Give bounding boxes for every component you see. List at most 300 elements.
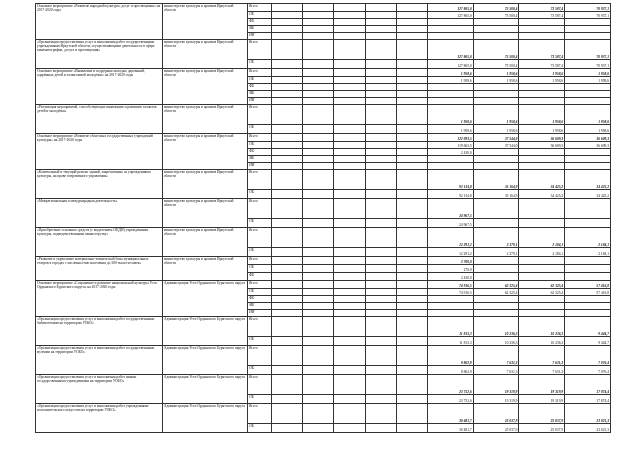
empty-cell xyxy=(303,219,334,228)
empty-cell xyxy=(272,149,303,156)
responsible-org: Администрация Усть-Ордынского Бурятского округа xyxy=(162,404,247,433)
funding-source: ОБ xyxy=(248,125,272,134)
amount-cell: 25 037,9 xyxy=(519,404,565,424)
empty-cell xyxy=(396,310,427,317)
empty-cell xyxy=(396,265,427,273)
empty-cell xyxy=(334,337,365,346)
funding-source: Всего xyxy=(248,4,272,12)
amount-cell: 270,0 xyxy=(427,265,473,273)
empty-cell xyxy=(272,163,303,170)
amount-cell: 75 500,4 xyxy=(473,60,519,69)
amount-cell: 8 862,9 xyxy=(427,346,473,366)
empty-cell xyxy=(365,281,396,289)
amount-cell: 19 319,9 xyxy=(473,395,519,404)
table-row xyxy=(36,134,611,142)
amount-cell: 2 700,0 xyxy=(427,257,473,265)
amount-cell xyxy=(473,84,519,91)
funding-source: ОБ xyxy=(248,424,272,433)
table-row xyxy=(36,404,611,424)
empty-cell xyxy=(303,163,334,170)
empty-cell xyxy=(334,199,365,219)
empty-cell xyxy=(334,77,365,84)
empty-cell xyxy=(396,303,427,310)
empty-cell xyxy=(303,395,334,404)
empty-cell xyxy=(272,77,303,84)
amount-cell xyxy=(519,91,565,98)
event-name: «Развитие и укрепление материально-технической базы муниципальных театров в городах с численностью населения до 300 тысяч человек» xyxy=(36,257,163,281)
empty-cell xyxy=(272,337,303,346)
funding-source: Всего xyxy=(248,228,272,248)
empty-cell xyxy=(272,395,303,404)
amount-cell: 1 958,6 xyxy=(519,69,565,77)
amount-cell xyxy=(519,199,565,219)
empty-cell xyxy=(365,190,396,199)
empty-cell xyxy=(303,33,334,40)
amount-cell: 7 631,3 xyxy=(519,366,565,375)
empty-cell xyxy=(303,91,334,98)
empty-cell xyxy=(272,105,303,125)
responsible-org: Администрация Усть-Ордынского Бурятского округа xyxy=(162,281,247,317)
empty-cell xyxy=(396,98,427,105)
empty-cell xyxy=(396,125,427,134)
amount-cell: 1 958,6 xyxy=(427,125,473,134)
empty-cell xyxy=(365,257,396,265)
amount-cell: 74 916,5 xyxy=(427,289,473,296)
amount-cell xyxy=(473,219,519,228)
amount-cell xyxy=(473,303,519,310)
empty-cell xyxy=(396,375,427,395)
amount-cell: 17 874,4 xyxy=(565,375,611,395)
empty-cell xyxy=(303,404,334,424)
amount-cell xyxy=(565,84,611,91)
empty-cell xyxy=(334,404,365,424)
amount-cell: 62 325,4 xyxy=(519,281,565,289)
amount-cell: 36 609,3 xyxy=(519,134,565,142)
empty-cell xyxy=(303,199,334,219)
empty-cell xyxy=(365,265,396,273)
amount-cell: 75 500,4 xyxy=(473,12,519,19)
amount-cell xyxy=(473,26,519,33)
amount-cell: 62 325,4 xyxy=(473,281,519,289)
empty-cell xyxy=(365,105,396,125)
empty-cell xyxy=(365,375,396,395)
amount-cell: 75 500,4 xyxy=(473,40,519,60)
funding-source: ФБ xyxy=(248,19,272,26)
empty-cell xyxy=(303,98,334,105)
empty-cell xyxy=(272,257,303,265)
amount-cell: 62 325,4 xyxy=(519,289,565,296)
funding-source: ИИ xyxy=(248,98,272,105)
empty-cell xyxy=(396,404,427,424)
amount-cell xyxy=(519,149,565,156)
empty-cell xyxy=(334,33,365,40)
amount-cell xyxy=(427,303,473,310)
amount-cell: 57 416,8 xyxy=(565,281,611,289)
amount-cell: 122 093,5 xyxy=(427,134,473,142)
empty-cell xyxy=(303,366,334,375)
event-name: Основное мероприятие «Развитие народной культуры, досуг и просвещения» на 2017-2020 годы xyxy=(36,4,163,40)
empty-cell xyxy=(272,125,303,134)
empty-cell xyxy=(396,134,427,142)
empty-cell xyxy=(272,91,303,98)
amount-cell xyxy=(427,33,473,40)
amount-cell: 75 500,4 xyxy=(473,4,519,12)
funding-source: ФБ xyxy=(248,296,272,303)
amount-cell xyxy=(519,273,565,281)
empty-cell xyxy=(272,219,303,228)
empty-cell xyxy=(365,310,396,317)
empty-cell xyxy=(303,170,334,190)
amount-cell xyxy=(565,310,611,317)
empty-cell xyxy=(272,26,303,33)
empty-cell xyxy=(396,190,427,199)
amount-cell: 36 609,3 xyxy=(565,142,611,149)
empty-cell xyxy=(365,60,396,69)
amount-cell xyxy=(565,19,611,26)
amount-cell: 7 631,3 xyxy=(473,346,519,366)
responsible-org: министерство культуры и архивов Иркутской области xyxy=(162,170,247,199)
responsible-org: министерство культуры и архивов Иркутской области xyxy=(162,105,247,134)
empty-cell xyxy=(365,4,396,12)
empty-cell xyxy=(272,40,303,60)
funding-source: ОБ xyxy=(248,77,272,84)
empty-cell xyxy=(303,273,334,281)
empty-cell xyxy=(396,156,427,163)
empty-cell xyxy=(396,12,427,19)
amount-cell: 2 379,1 xyxy=(473,248,519,257)
empty-cell xyxy=(334,105,365,125)
empty-cell xyxy=(396,346,427,366)
empty-cell xyxy=(396,40,427,60)
empty-cell xyxy=(334,125,365,134)
empty-cell xyxy=(365,248,396,257)
event-name: «Капитальный и текущий ремонт зданий, закрепленных за учреждениями культуры, на праве оперативного управления» xyxy=(36,170,163,199)
empty-cell xyxy=(334,395,365,404)
funding-source: Всего xyxy=(248,346,272,366)
empty-cell xyxy=(303,60,334,69)
event-name: «Приобретение основных средств (с выделением ОЦДИ) учреждениями культуры, подведомственными министерству» xyxy=(36,228,163,257)
amount-cell xyxy=(519,98,565,105)
funding-source: ИИ xyxy=(248,163,272,170)
empty-cell xyxy=(272,296,303,303)
amount-cell: 23 752,6 xyxy=(427,375,473,395)
amount-cell: 11 813,3 xyxy=(427,337,473,346)
empty-cell xyxy=(396,33,427,40)
empty-cell xyxy=(396,337,427,346)
amount-cell xyxy=(427,84,473,91)
empty-cell xyxy=(272,98,303,105)
amount-cell: 9 444,7 xyxy=(565,317,611,337)
responsible-org: Администрация Усть-Ордынского Бурятского округа xyxy=(162,375,247,404)
amount-cell: 57 416,8 xyxy=(565,289,611,296)
amount-cell: 37 544,0 xyxy=(473,142,519,149)
amount-cell xyxy=(519,84,565,91)
funding-source: ОБ xyxy=(248,248,272,257)
amount-cell: 34 425,2 xyxy=(565,190,611,199)
amount-cell xyxy=(473,296,519,303)
amount-cell: 1 958,6 xyxy=(427,69,473,77)
empty-cell xyxy=(303,257,334,265)
empty-cell xyxy=(365,170,396,190)
empty-cell xyxy=(365,199,396,219)
empty-cell xyxy=(303,149,334,156)
amount-cell xyxy=(565,273,611,281)
funding-source: Всего xyxy=(248,105,272,125)
funding-source: ОБ xyxy=(248,395,272,404)
empty-cell xyxy=(396,19,427,26)
table-row xyxy=(36,281,611,289)
empty-cell xyxy=(272,366,303,375)
amount-cell: 73 587,4 xyxy=(519,4,565,12)
empty-cell xyxy=(396,366,427,375)
amount-cell: 7 076,4 xyxy=(565,346,611,366)
empty-cell xyxy=(303,248,334,257)
funding-source: Всего xyxy=(248,281,272,289)
empty-cell xyxy=(272,310,303,317)
funding-source: ОБ xyxy=(248,366,272,375)
amount-cell: 1 958,6 xyxy=(565,69,611,77)
amount-cell: 1 958,6 xyxy=(473,77,519,84)
amount-cell xyxy=(473,156,519,163)
funding-source: Всего xyxy=(248,40,272,60)
empty-cell xyxy=(334,346,365,366)
funding-source: Всего xyxy=(248,199,272,219)
empty-cell xyxy=(365,40,396,60)
amount-cell xyxy=(565,91,611,98)
amount-cell: 74 916,5 xyxy=(427,281,473,289)
empty-cell xyxy=(365,12,396,19)
empty-cell xyxy=(365,156,396,163)
empty-cell xyxy=(396,163,427,170)
empty-cell xyxy=(334,310,365,317)
empty-cell xyxy=(365,142,396,149)
amount-cell xyxy=(473,149,519,156)
amount-cell: 73 587,4 xyxy=(519,60,565,69)
empty-cell xyxy=(303,424,334,433)
amount-cell: 35 164,9 xyxy=(473,170,519,190)
empty-cell xyxy=(334,142,365,149)
amount-cell: 70 937,1 xyxy=(565,40,611,60)
empty-cell xyxy=(365,125,396,134)
empty-cell xyxy=(396,199,427,219)
funding-source: ИИ xyxy=(248,310,272,317)
amount-cell xyxy=(427,98,473,105)
empty-cell xyxy=(396,142,427,149)
empty-cell xyxy=(334,366,365,375)
empty-cell xyxy=(396,149,427,156)
empty-cell xyxy=(396,91,427,98)
empty-cell xyxy=(334,424,365,433)
amount-cell xyxy=(473,19,519,26)
empty-cell xyxy=(303,190,334,199)
amount-cell: 24 967,5 xyxy=(427,199,473,219)
funding-source: Всего xyxy=(248,170,272,190)
event-name: Основное мероприятие «Сохранение и развитие национальной культуры Усть-Ордынского Бурятского округа» на 2017-2020 годы xyxy=(36,281,163,317)
event-name: «Межрегиональная и международная деятельность» xyxy=(36,199,163,228)
funding-source: МБ xyxy=(248,91,272,98)
empty-cell xyxy=(334,219,365,228)
empty-cell xyxy=(365,395,396,404)
empty-cell xyxy=(334,289,365,296)
funding-source: ФБ xyxy=(248,149,272,156)
amount-cell: 1 958,6 xyxy=(473,69,519,77)
amount-cell xyxy=(565,26,611,33)
amount-cell: 1 958,6 xyxy=(427,105,473,125)
funding-source: МБ xyxy=(248,303,272,310)
amount-cell: 127 865,0 xyxy=(427,12,473,19)
empty-cell xyxy=(365,163,396,170)
empty-cell xyxy=(396,273,427,281)
empty-cell xyxy=(272,404,303,424)
empty-cell xyxy=(334,26,365,33)
amount-cell xyxy=(519,156,565,163)
amount-cell: 70 937,1 xyxy=(565,60,611,69)
event-name: Основное мероприятие «Выявление и поддержка молодых дарований, одарённых детей и талантливой молодёжи» на 2017-2020 годы xyxy=(36,69,163,105)
empty-cell xyxy=(365,228,396,248)
funding-source: Всего xyxy=(248,69,272,77)
empty-cell xyxy=(396,4,427,12)
amount-cell: 2 184,1 xyxy=(565,228,611,248)
empty-cell xyxy=(272,281,303,289)
amount-cell: 23 021,3 xyxy=(565,424,611,433)
empty-cell xyxy=(334,69,365,77)
amount-cell: 2 184,1 xyxy=(519,248,565,257)
amount-cell: 70 937,1 xyxy=(565,12,611,19)
amount-cell xyxy=(473,273,519,281)
funding-source: ОБ xyxy=(248,219,272,228)
responsible-org: министерство культуры и архивов Иркутской области xyxy=(162,257,247,281)
empty-cell xyxy=(365,404,396,424)
empty-cell xyxy=(303,296,334,303)
empty-cell xyxy=(272,170,303,190)
empty-cell xyxy=(365,337,396,346)
empty-cell xyxy=(334,84,365,91)
empty-cell xyxy=(396,105,427,125)
empty-cell xyxy=(303,346,334,366)
amount-cell: 2 430,0 xyxy=(427,273,473,281)
amount-cell: 34 425,2 xyxy=(519,190,565,199)
empty-cell xyxy=(365,317,396,337)
empty-cell xyxy=(334,12,365,19)
amount-cell: 9 444,7 xyxy=(565,337,611,346)
empty-cell xyxy=(334,317,365,337)
empty-cell xyxy=(272,190,303,199)
empty-cell xyxy=(303,19,334,26)
table-row xyxy=(36,105,611,125)
event-name: «Организация предоставления услуг и выполнения работ государственными библиотеками на территории УОБО» xyxy=(36,317,163,346)
empty-cell xyxy=(272,69,303,77)
amount-cell: 70 937,1 xyxy=(565,4,611,12)
empty-cell xyxy=(303,40,334,60)
responsible-org: Администрация Усть-Ордынского Бурятского округа xyxy=(162,317,247,346)
funding-source: Всего xyxy=(248,134,272,142)
table-row xyxy=(36,317,611,337)
funding-source: ОБ xyxy=(248,337,272,346)
amount-cell xyxy=(519,265,565,273)
empty-cell xyxy=(334,60,365,69)
responsible-org: министерство культуры и архивов Иркутской области xyxy=(162,199,247,228)
empty-cell xyxy=(365,219,396,228)
empty-cell xyxy=(396,69,427,77)
empty-cell xyxy=(303,303,334,310)
empty-cell xyxy=(396,26,427,33)
empty-cell xyxy=(396,60,427,69)
table-row xyxy=(36,257,611,265)
amount-cell: 1 958,6 xyxy=(565,125,611,134)
empty-cell xyxy=(365,273,396,281)
empty-cell xyxy=(334,257,365,265)
empty-cell xyxy=(272,60,303,69)
empty-cell xyxy=(303,289,334,296)
amount-cell: 34 425,2 xyxy=(519,170,565,190)
amount-cell: 1 958,6 xyxy=(565,77,611,84)
empty-cell xyxy=(272,19,303,26)
amount-cell: 35 164,9 xyxy=(473,190,519,199)
amount-cell: 30 481,7 xyxy=(427,404,473,424)
amount-cell: 8 862,9 xyxy=(427,366,473,375)
empty-cell xyxy=(303,337,334,346)
table-row xyxy=(36,4,611,12)
amount-cell: 17 874,4 xyxy=(565,395,611,404)
amount-cell: 30 481,7 xyxy=(427,424,473,433)
amount-cell xyxy=(473,163,519,170)
empty-cell xyxy=(272,228,303,248)
empty-cell xyxy=(365,296,396,303)
amount-cell: 2 184,1 xyxy=(565,248,611,257)
amount-cell: 12 291,2 xyxy=(427,248,473,257)
empty-cell xyxy=(396,395,427,404)
amount-cell: 1 958,6 xyxy=(519,105,565,125)
amount-cell xyxy=(473,91,519,98)
empty-cell xyxy=(272,4,303,12)
empty-cell xyxy=(334,163,365,170)
amount-cell: 127 865,0 xyxy=(427,40,473,60)
empty-cell xyxy=(365,303,396,310)
funding-source: МБ xyxy=(248,156,272,163)
amount-cell xyxy=(473,257,519,265)
empty-cell xyxy=(272,12,303,19)
funding-source: ОБ xyxy=(248,190,272,199)
amount-cell: 2 430,0 xyxy=(427,149,473,156)
amount-cell: 24 967,5 xyxy=(427,219,473,228)
event-name: «Организация предоставления услуг и выполнения работ учреждениями исполнительского искусства на территории УОБО» xyxy=(36,404,163,433)
empty-cell xyxy=(334,296,365,303)
empty-cell xyxy=(303,26,334,33)
empty-cell xyxy=(365,26,396,33)
funding-source: ФБ xyxy=(248,84,272,91)
empty-cell xyxy=(396,424,427,433)
empty-cell xyxy=(334,265,365,273)
amount-cell: 37 544,0 xyxy=(473,134,519,142)
funding-source: ФБ xyxy=(248,273,272,281)
amount-cell: 1 958,6 xyxy=(519,77,565,84)
event-name: «Организация предоставления услуг и выполнения работ государственными музеями на территории УОБО» xyxy=(36,346,163,375)
funding-source: ОБ xyxy=(248,265,272,273)
amount-cell xyxy=(565,296,611,303)
empty-cell xyxy=(272,134,303,142)
amount-cell xyxy=(565,257,611,265)
amount-cell: 127 865,0 xyxy=(427,60,473,69)
table-row xyxy=(36,199,611,219)
responsible-org: министерство культуры и архивов Иркутской области xyxy=(162,40,247,69)
funding-source: ИИ xyxy=(248,33,272,40)
empty-cell xyxy=(334,375,365,395)
table-row xyxy=(36,346,611,366)
empty-cell xyxy=(334,134,365,142)
empty-cell xyxy=(303,105,334,125)
empty-cell xyxy=(272,156,303,163)
amount-cell xyxy=(519,310,565,317)
